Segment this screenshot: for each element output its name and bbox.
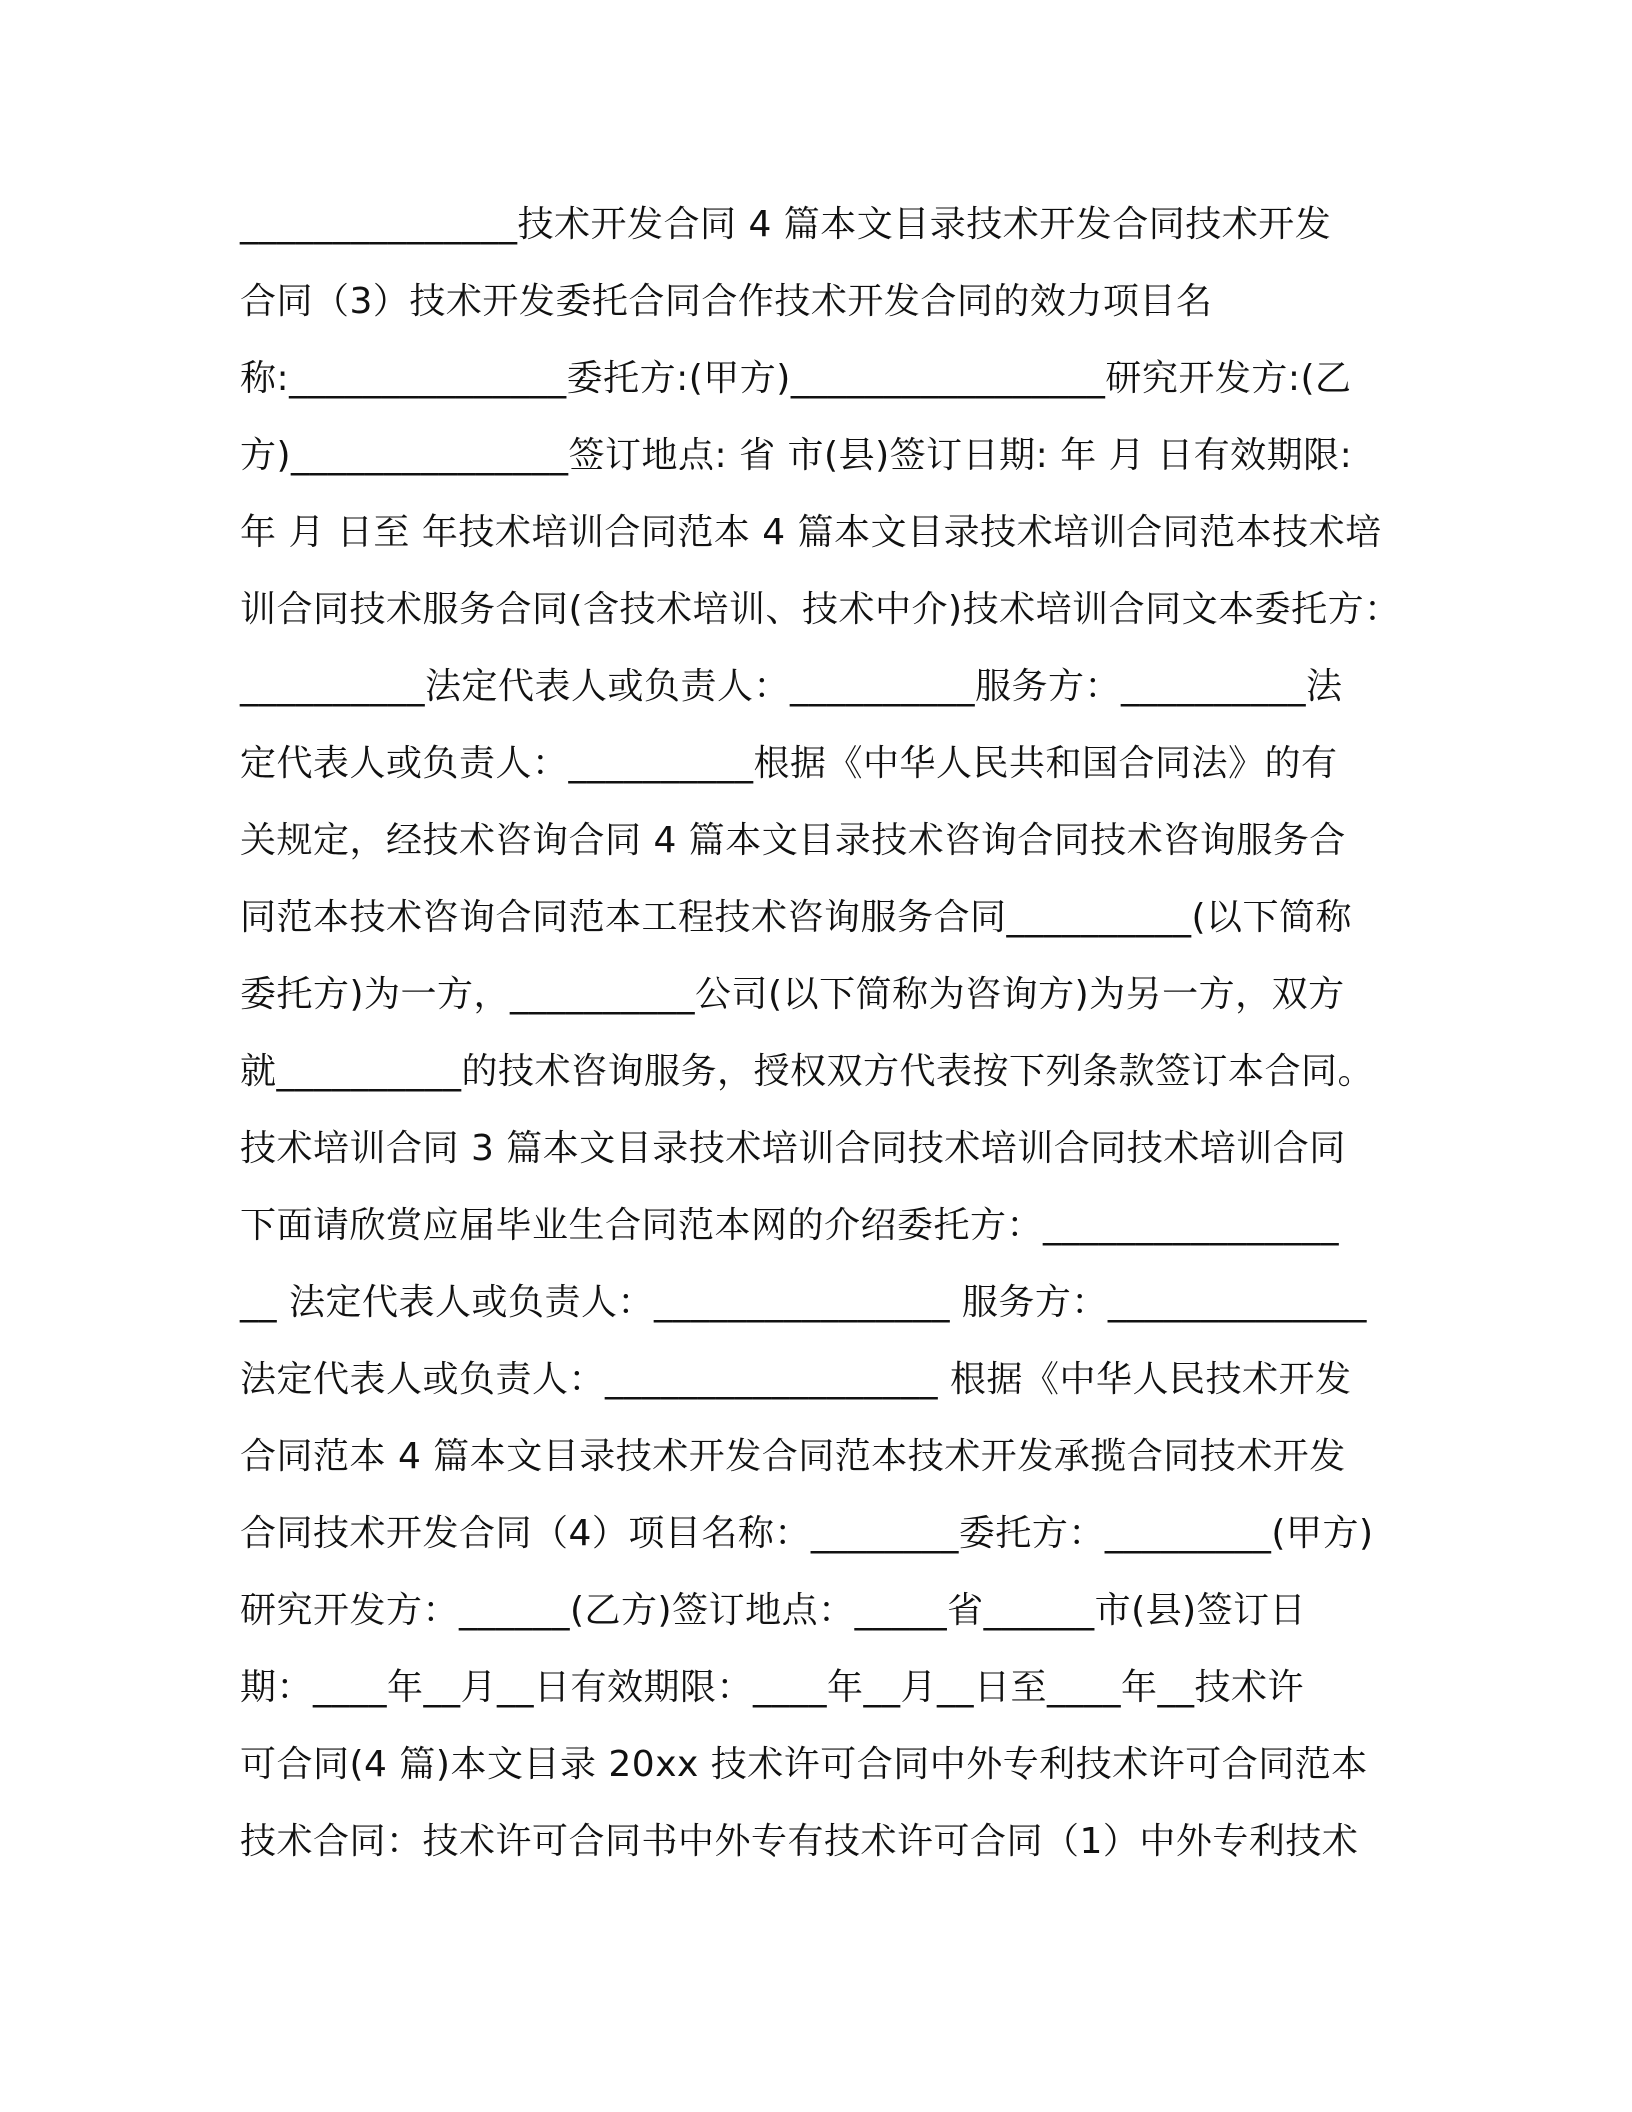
text-line: 委托方)为一方，__________公司(以下简称为咨询方)为另一方，双方	[240, 974, 1345, 1015]
text-line: 技术合同：技术许可合同书中外专有技术许可合同（1）中外专利技术	[240, 1821, 1359, 1862]
text-line: 技术培训合同 3 篇本文目录技术培训合同技术培训合同技术培训合同	[240, 1128, 1346, 1169]
text-line: 关规定，经技术咨询合同 4 篇本文目录技术咨询合同技术咨询服务合	[240, 820, 1346, 861]
text-line: 定代表人或负责人：__________根据《中华人民共和国合同法》的有	[240, 743, 1338, 784]
document-body	[240, 186, 1400, 1880]
text-line: 法定代表人或负责人：__________________ 根据《中华人民技术开发	[240, 1359, 1352, 1400]
text-line: _______________技术开发合同 4 篇本文目录技术开发合同技术开发	[240, 204, 1332, 245]
text-line: __ 法定代表人或负责人：________________ 服务方：______________	[240, 1282, 1367, 1323]
text-line: 方)_______________签订地点: 省 市(县)签订日期: 年 月 日有效期限:	[240, 435, 1353, 476]
text-line: 合同范本 4 篇本文目录技术开发合同范本技术开发承揽合同技术开发	[240, 1436, 1346, 1477]
text-line: 就__________的技术咨询服务，授权双方代表按下列条款签订本合同。	[240, 1051, 1375, 1092]
text-line: 可合同(4 篇)本文目录 20xx 技术许可合同中外专利技术许可合同范本	[240, 1744, 1368, 1785]
text-line: 同范本技术咨询合同范本工程技术咨询服务合同__________(以下简称	[240, 897, 1353, 938]
text-line: 研究开发方：______(乙方)签订地点：_____省______市(县)签订日	[240, 1590, 1307, 1631]
text-line: 合同技术开发合同（4）项目名称：________委托方：_________(甲方)	[240, 1513, 1374, 1554]
text-line: 下面请欣赏应届毕业生合同范本网的介绍委托方：________________	[240, 1205, 1340, 1246]
text-line: 年 月 日至 年技术培训合同范本 4 篇本文目录技术培训合同范本技术培	[240, 512, 1382, 553]
text-line: 训合同技术服务合同(含技术培训、技术中介)技术培训合同文本委托方：	[240, 589, 1401, 630]
text-line: __________法定代表人或负责人：__________服务方：__________法	[240, 666, 1343, 707]
text-line: 合同（3）技术开发委托合同合作技术开发合同的效力项目名	[240, 281, 1213, 322]
text-line: 称:_______________委托方:(甲方)_________________研究开发方:(乙	[240, 358, 1352, 399]
text-line: 期：____年__月__日有效期限：____年__月__日至____年__技术许	[240, 1667, 1305, 1708]
